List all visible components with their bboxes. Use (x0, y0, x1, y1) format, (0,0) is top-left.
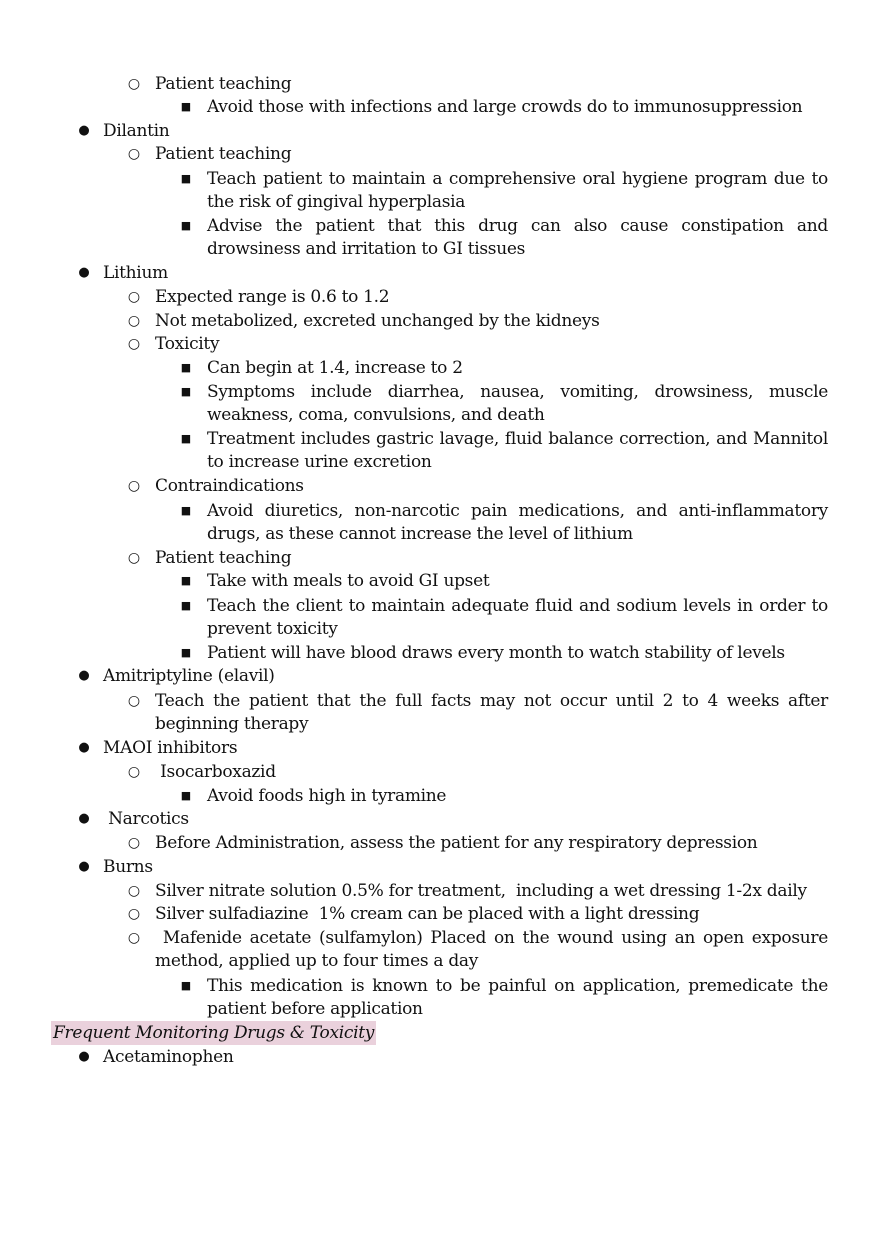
list-item: Patient will have blood draws every month to watch stability of levels (207, 643, 785, 663)
list-item: Expected range is 0.6 to 1.2 (155, 287, 390, 307)
bullet-square: ■ (180, 504, 192, 517)
list-item: Silver nitrate solution 0.5% for treatment, including a wet dressing 1-2x daily (155, 881, 807, 901)
list-item: Teach the patient that the full facts may not occur until 2 to 4 weeks after beginning therapy (155, 691, 828, 734)
bullet-hollow-circle: ○ (127, 550, 141, 566)
list-item: Avoid foods high in tyramine (207, 786, 447, 806)
bullet-filled-circle: ● (78, 1049, 90, 1064)
list-item: Mafenide acetate (sulfamylon) Placed on the wound using an open exposure method, applied up to four times a day (155, 928, 834, 971)
bullet-square: ■ (180, 574, 192, 587)
list-item: Before Administration, assess the patient for any respiratory depression (155, 833, 758, 853)
bullet-square: ■ (180, 172, 192, 185)
bullet-filled-circle: ● (78, 811, 90, 826)
section-heading: Frequent Monitoring Drugs & Toxicity (53, 1023, 375, 1043)
bullet-filled-circle: ● (78, 265, 90, 280)
list-item: Take with meals to avoid GI upset (207, 571, 490, 591)
list-item: MAOI inhibitors (103, 738, 238, 758)
list-item: Narcotics (103, 809, 189, 829)
bullet-filled-circle: ● (78, 859, 90, 874)
bullet-hollow-circle: ○ (127, 478, 141, 494)
bullet-square: ■ (180, 789, 192, 802)
bullet-square: ■ (180, 979, 192, 992)
list-item: Toxicity (155, 334, 220, 354)
list-item: Symptoms include diarrhea, nausea, vomiting, drowsiness, muscle weakness, coma, convulsions, and death (207, 382, 828, 425)
list-item: Can begin at 1.4, increase to 2 (207, 358, 463, 378)
list-item: Dilantin (103, 121, 170, 141)
bullet-hollow-circle: ○ (127, 883, 141, 899)
bullet-filled-circle: ● (78, 740, 90, 755)
list-item: Lithium (103, 263, 168, 283)
bullet-square: ■ (180, 361, 192, 374)
list-item: Acetaminophen (103, 1047, 234, 1067)
bullet-hollow-circle: ○ (127, 693, 141, 709)
bullet-hollow-circle: ○ (127, 289, 141, 305)
bullet-square: ■ (180, 100, 192, 113)
bullet-hollow-circle: ○ (127, 930, 141, 946)
list-item: Avoid diuretics, non-narcotic pain medications, and anti-inflammatory drugs, as these cannot increase the level of lithium (207, 501, 828, 544)
bullet-filled-circle: ● (78, 668, 90, 683)
list-item: Isocarboxazid (155, 762, 276, 782)
list-item: Teach patient to maintain a comprehensive oral hygiene program due to the risk of gingival hyperplasia (207, 169, 828, 212)
bullet-hollow-circle: ○ (127, 313, 141, 329)
bullet-square: ■ (180, 432, 192, 445)
bullet-square: ■ (180, 385, 192, 398)
list-item: Treatment includes gastric lavage, fluid balance correction, and Mannitol to increase urine excretion (207, 429, 828, 472)
list-item: Patient teaching (155, 144, 292, 164)
list-item: Amitriptyline (elavil) (103, 666, 275, 686)
bullet-square: ■ (180, 646, 192, 659)
bullet-filled-circle: ● (78, 123, 90, 138)
list-item: Patient teaching (155, 548, 292, 568)
bullet-square: ■ (180, 219, 192, 232)
list-item: This medication is known to be painful on application, premedicate the patient before application (207, 976, 828, 1019)
bullet-square: ■ (180, 599, 192, 612)
bullet-hollow-circle: ○ (127, 76, 141, 92)
list-item: Contraindications (155, 476, 304, 496)
bullet-hollow-circle: ○ (127, 835, 141, 851)
bullet-hollow-circle: ○ (127, 146, 141, 162)
list-item: Patient teaching (155, 74, 292, 94)
list-item: Not metabolized, excreted unchanged by the kidneys (155, 311, 600, 331)
list-item: Burns (103, 857, 153, 877)
list-item: Avoid those with infections and large crowds do to immunosuppression (207, 97, 803, 117)
list-item: Teach the client to maintain adequate fluid and sodium levels in order to prevent toxicity (207, 596, 828, 639)
list-item: Advise the patient that this drug can also cause constipation and drowsiness and irritation to GI tissues (207, 216, 828, 259)
bullet-hollow-circle: ○ (127, 336, 141, 352)
bullet-hollow-circle: ○ (127, 764, 141, 780)
list-item: Silver sulfadiazine 1% cream can be placed with a light dressing (155, 904, 700, 924)
bullet-hollow-circle: ○ (127, 906, 141, 922)
